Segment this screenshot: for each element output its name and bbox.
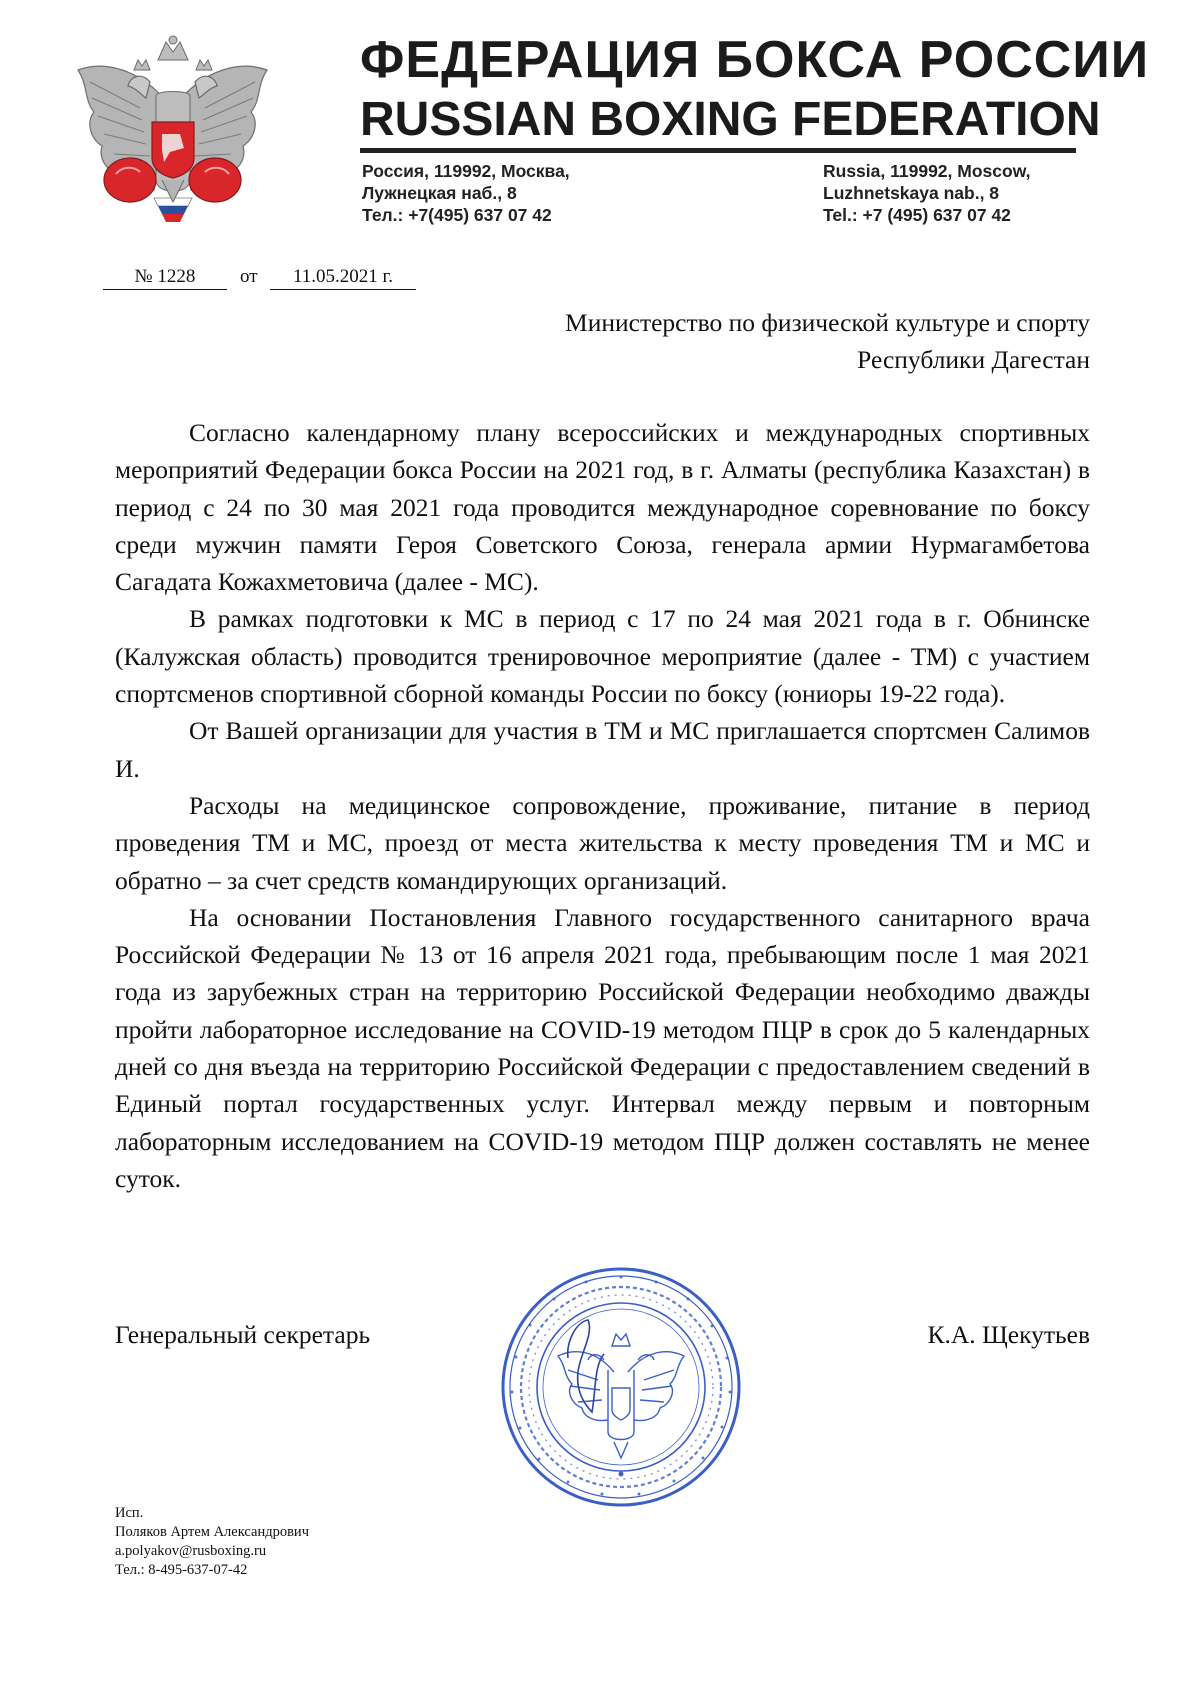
signatory-name: К.А. Щекутьев bbox=[927, 1320, 1090, 1349]
org-title-ru: ФЕДЕРАЦИЯ БОКСА РОССИИ bbox=[360, 31, 1150, 89]
federation-round-seal bbox=[496, 1262, 746, 1512]
address-line: Tel.: +7 (495) 637 07 42 bbox=[823, 205, 1011, 225]
addressee-line: Министерство по физической культуре и спорту bbox=[565, 308, 1090, 337]
org-title-en: RUSSIAN BOXING FEDERATION bbox=[360, 93, 1101, 146]
addressee-line: Республики Дагестан bbox=[857, 345, 1090, 374]
executor-name: Поляков Артем Александрович bbox=[115, 1524, 309, 1540]
address-block-en bbox=[823, 160, 1031, 226]
body-paragraph: От Вашей организации для участия в ТМ и МС приглашается спортсмен Салимов И. bbox=[115, 716, 1090, 783]
body-paragraph: Согласно календарному плану всероссийских и международных спортивных мероприятий Федерации бокса России на 2021 год, в г. Алматы (республика Казахстан) в период с 24 по 30 мая 2021 года проводится международное соревнование по боксу среди мужчин памяти Героя Советского Союза, генерала армии Нурмагамбетова Сагадата Кожахметовича (далее - МС). bbox=[115, 418, 1090, 597]
body-paragraph: На основании Постановления Главного государственного санитарного врача Российской Федерации № 13 от 16 апреля 2021 года, пребывающим после 1 мая 2021 года из зарубежных стран на территорию Российской Федерации необходимо дважды пройти лабораторное исследование на COVID-19 методом ПЦР в срок до 5 календарных дней со дня въезда на территорию Российской Федерации с предоставлением сведений в Единый портал государственных услуг. Интервал между первым и повторным лабораторным исследованием на COVID-19 методом ПЦР должен составлять не менее суток. bbox=[115, 902, 1090, 1193]
address-block-ru bbox=[362, 160, 570, 226]
reference-from-label: от bbox=[240, 266, 258, 287]
signatory-title: Генеральный секретарь bbox=[115, 1320, 371, 1349]
letter-body bbox=[115, 414, 1090, 1197]
reference-date: 11.05.2021 г. bbox=[270, 266, 416, 290]
russian-double-headed-eagle-emblem bbox=[70, 30, 275, 230]
reference-number: № 1228 bbox=[103, 266, 227, 290]
address-line: Luzhnetskaya nab., 8 bbox=[823, 183, 1000, 203]
addressee-block bbox=[460, 304, 1090, 378]
letterhead-divider bbox=[360, 148, 1076, 153]
body-paragraph: В рамках подготовки к МС в период с 17 по 24 мая 2021 года в г. Обнинске (Калужская область) проводится тренировочное мероприятие (далее - ТМ) с участием спортсменов спортивной сборной команды России по боксу (юниоры 19-22 года). bbox=[115, 604, 1090, 709]
executor-block bbox=[115, 1504, 309, 1580]
executor-label: Исп. bbox=[115, 1505, 144, 1521]
executor-email: a.polyakov@rusboxing.ru bbox=[115, 1543, 267, 1559]
address-line: Лужнецкая наб., 8 bbox=[362, 183, 517, 203]
address-line: Тел.: +7(495) 637 07 42 bbox=[362, 205, 552, 225]
address-line: Russia, 119992, Moscow, bbox=[823, 161, 1031, 181]
body-paragraph: Расходы на медицинское сопровождение, проживание, питание в период проведения ТМ и МС, проезд от места жительства к месту проведения ТМ и МС и обратно – за счет средств командирующих организаций. bbox=[115, 790, 1090, 895]
executor-phone: Тел.: 8-495-637-07-42 bbox=[115, 1562, 248, 1578]
address-line: Россия, 119992, Москва, bbox=[362, 161, 570, 181]
